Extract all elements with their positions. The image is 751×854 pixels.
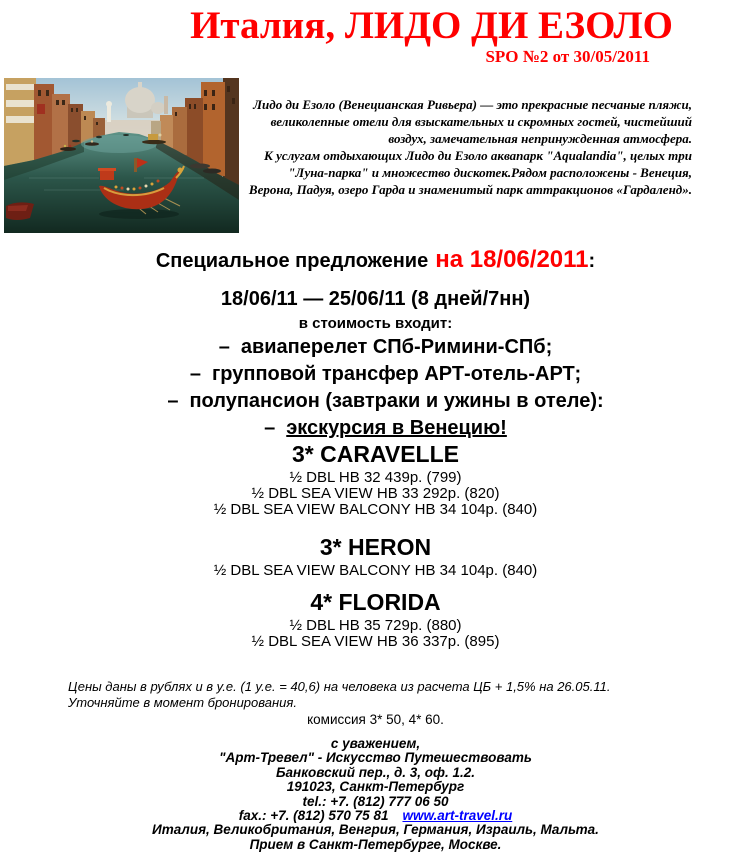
hotel-name: 3* CARAVELLE <box>292 441 459 467</box>
fax-number: fax.: +7. (812) 570 75 81 <box>238 808 389 824</box>
intro-description <box>242 96 692 198</box>
bullet-dash: – <box>167 390 179 412</box>
intro-paragraph-2: К услугам отдыхающих Лидо ди Езоло аквапарк "Aqualandia", целых три "Луна-парка" и множество дискотек.Рядом расположены - Венеция, Верона, Падуя, озеро Гарда и знаменитый парк аттракционов «Гардаленд». <box>248 148 692 197</box>
hotel-name: 4* FLORIDA <box>310 589 441 615</box>
offer-heading <box>0 246 751 274</box>
company-name: "Арт-Тревел" - Искусство Путешествовать <box>219 750 532 766</box>
fax-line <box>0 809 751 823</box>
offer-heading-text: Специальное предложение <box>155 250 429 272</box>
spo-number: SPO №2 от 30/05/2011 <box>485 47 650 66</box>
bullet-dash: – <box>218 336 230 358</box>
website-link[interactable]: www.art-travel.ru <box>402 808 513 824</box>
include-item <box>20 334 751 361</box>
page-title: Италия, ЛИДО ДИ ЕЗОЛО <box>190 4 673 47</box>
include-item <box>20 388 751 415</box>
pricing-note: Цены даны в рублях и в у.е. (1 у.е. = 40,6) на человека из расчета ЦБ + 1,5% на 26.05.11. Уточняйте в момент бронирования. <box>68 679 611 710</box>
commission-note: комиссия 3* 50, 4* 60. <box>307 712 444 727</box>
offer-dates: 18/06/11 — 25/06/11 (8 дней/7нн) <box>220 288 531 310</box>
hotel-block-caravelle <box>0 441 751 518</box>
hotel-name: 3* HERON <box>319 534 432 560</box>
hotel-block-florida <box>0 589 751 650</box>
includes-list <box>0 334 751 442</box>
venice-canal-illustration <box>4 78 239 233</box>
hotel-block-heron <box>0 534 751 579</box>
hotel-rate: ½ DBL SEA VIEW HB 33 292р. (820) <box>251 485 500 502</box>
signature-regards: с уважением, <box>330 736 421 751</box>
include-item <box>20 415 751 442</box>
include-text: авиаперелет СПб-Римини-СПб; <box>240 336 553 358</box>
include-text: полупансион (завтраки и ужины в отеле): <box>189 390 604 412</box>
offer-heading-colon: : <box>588 250 596 272</box>
reception-line: Прием в Санкт-Петербурге, Москве. <box>249 836 502 852</box>
intro-paragraph-1: Лидо ди Езоло (Венецианская Ривьера) — это прекрасные песчаные пляжи, великолепные отели для взыскательных и скромных гостей, чистейший воздух, замечательная непринужденная атмосфера. <box>253 97 692 146</box>
hotel-rate: ½ DBL SEA VIEW BALCONY HB 34 104р. (840) <box>213 562 538 579</box>
bullet-dash: – <box>264 417 276 439</box>
hotel-rate: ½ DBL HB 35 729р. (880) <box>289 617 462 634</box>
countries-line: Италия, Великобритания, Венгрия, Германия, Израиль, Мальта. <box>152 822 599 838</box>
signature-block <box>0 737 751 852</box>
hotel-rate: ½ DBL SEA VIEW HB 36 337р. (895) <box>251 633 500 650</box>
hotel-rate: ½ DBL SEA VIEW BALCONY HB 34 104р. (840) <box>213 501 538 518</box>
offer-heading-date: на 18/06/2011 <box>435 246 589 273</box>
include-text: групповой трансфер АРТ-отель-АРТ; <box>211 363 582 385</box>
hotel-rate: ½ DBL HB 32 439р. (799) <box>289 469 462 486</box>
includes-label: в стоимость входит: <box>298 315 453 332</box>
bullet-dash: – <box>189 363 201 385</box>
phone-line: tel.: +7. (812) 777 06 50 <box>302 793 449 809</box>
venice-canal-photo <box>4 78 239 233</box>
include-text-underlined: экскурсия в Венецию! <box>286 417 507 439</box>
company-address-city: 191023, Санкт-Петербург <box>286 779 465 795</box>
company-address-street: Банковский пер., д. 3, оф. 1.2. <box>275 764 476 780</box>
include-item <box>20 361 751 388</box>
